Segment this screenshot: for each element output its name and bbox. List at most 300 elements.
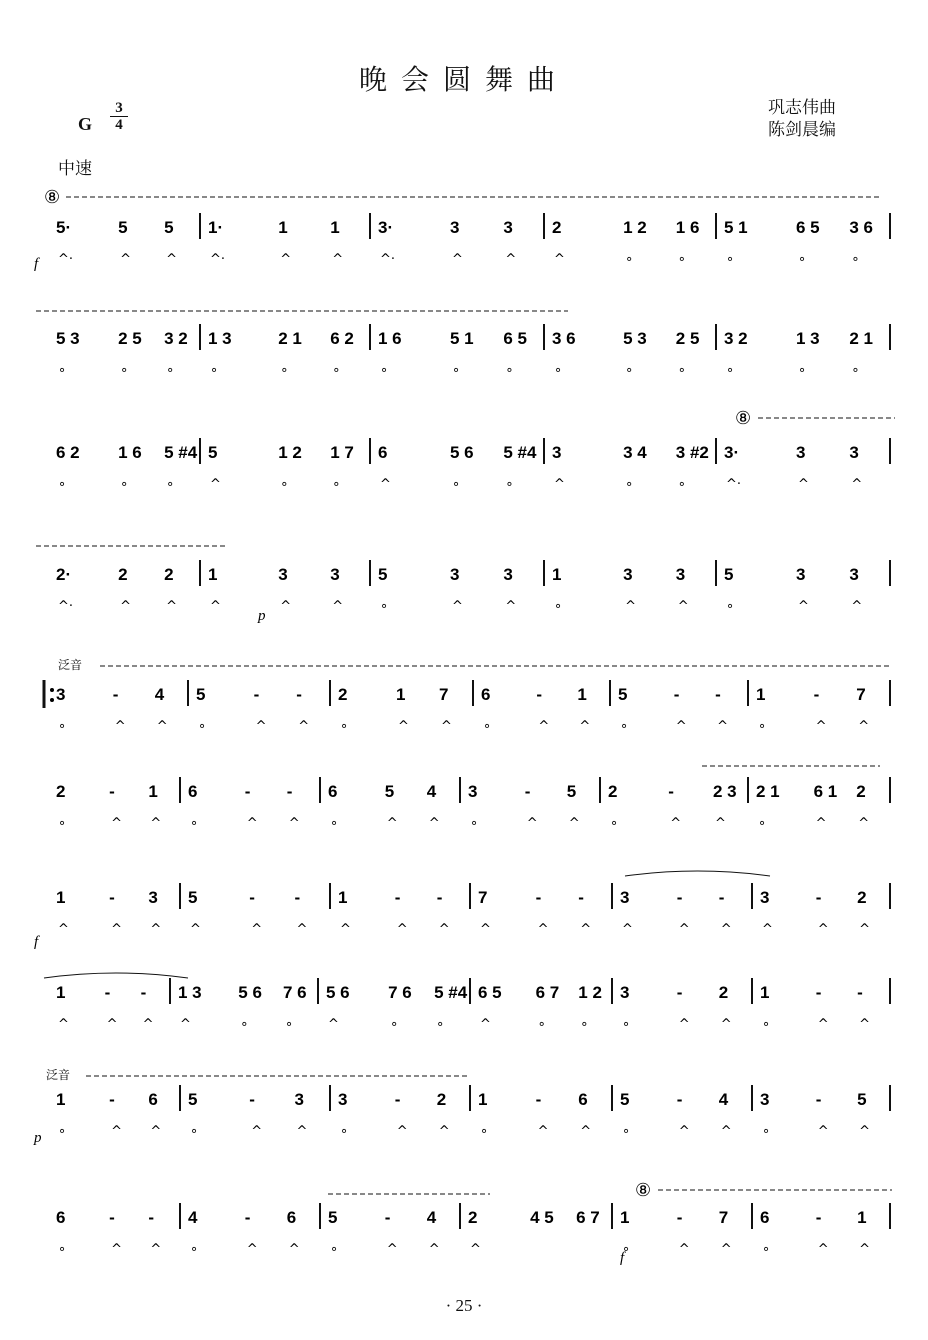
note: 4 <box>718 1090 729 1109</box>
note: 5 1 <box>450 329 474 348</box>
note: 5 <box>328 1208 338 1227</box>
note: 3· <box>378 218 394 237</box>
articulation-mark: ∘ <box>190 1124 199 1139</box>
note: - <box>815 1208 822 1227</box>
articulation-mark: ^ <box>111 1242 123 1257</box>
note: 1 7 <box>330 443 354 462</box>
note: 5 <box>188 888 198 907</box>
articulation-mark: ^ <box>580 922 592 937</box>
articulation-mark: ∘ <box>505 477 514 492</box>
note: 3 <box>294 1090 305 1109</box>
note: 1· <box>208 218 224 237</box>
articulation-mark: ^ <box>720 1242 732 1257</box>
articulation-mark: ^ <box>386 1242 398 1257</box>
articulation-mark: ∘ <box>380 363 389 378</box>
articulation-mark: ^ <box>858 816 870 831</box>
note: 3 <box>760 1090 770 1109</box>
dynamic-forte: f <box>34 934 39 950</box>
song-title: 晚会圆舞曲 <box>358 63 569 96</box>
note: - <box>815 1090 822 1109</box>
note: 1 <box>208 565 218 584</box>
articulation-mark: ∘ <box>677 252 686 267</box>
note: 3 <box>56 685 66 704</box>
note: - <box>715 685 721 704</box>
articulation-mark: ∘ <box>120 477 129 492</box>
articulation-mark: ^ <box>714 816 726 831</box>
note: 6 <box>188 782 198 801</box>
note: 1 <box>478 1090 488 1109</box>
articulation-mark: ^ <box>166 599 178 614</box>
articulation-mark: ∘ <box>330 1242 339 1257</box>
articulation-mark: ^ <box>111 922 123 937</box>
articulation-mark: ^ <box>859 1017 871 1032</box>
articulation-mark: ^ <box>288 816 300 831</box>
articulation-mark: ^ <box>470 1242 481 1257</box>
note: 4 <box>154 685 165 704</box>
dynamic-forte: f <box>34 256 39 272</box>
articulation-mark: ∘ <box>851 252 860 267</box>
articulation-mark: ∘ <box>210 363 219 378</box>
articulation-mark: ∘ <box>58 1124 67 1139</box>
articulation-mark: ^ <box>678 1017 690 1032</box>
note: 3 6 <box>552 329 576 348</box>
note: 5 3 <box>623 329 647 348</box>
articulation-mark: ∘ <box>58 816 67 831</box>
articulation-mark: ^ <box>210 477 221 492</box>
note: - <box>294 888 301 907</box>
note: 1 2 <box>578 983 602 1002</box>
articulation-mark: ∘ <box>190 816 199 831</box>
articulation-mark: ∘ <box>58 363 67 378</box>
note: - <box>394 888 401 907</box>
articulation-mark: ^· <box>210 252 226 267</box>
note: 3 2 <box>164 329 188 348</box>
articulation-mark: ^ <box>396 1124 408 1139</box>
articulation-mark: ∘ <box>436 1017 445 1032</box>
note: 6 <box>328 782 338 801</box>
articulation-mark: ^ <box>255 719 267 734</box>
tie-slur <box>44 973 188 978</box>
articulation-mark: ^ <box>505 252 517 267</box>
note: 5 <box>378 565 388 584</box>
note: 2 <box>552 218 562 237</box>
note: - <box>676 888 683 907</box>
note: 5 <box>196 685 206 704</box>
articulation-mark: ∘ <box>622 1242 631 1257</box>
articulation-mark: ∘ <box>580 1017 589 1032</box>
articulation-mark: ∘ <box>554 599 563 614</box>
articulation-mark: ^ <box>156 719 168 734</box>
articulation-mark: ^ <box>380 477 391 492</box>
articulation-mark: ∘ <box>390 1017 399 1032</box>
articulation-mark: ^ <box>859 1124 871 1139</box>
note: 1 <box>760 983 770 1002</box>
note: 1 <box>577 685 587 704</box>
note: 7 <box>718 1208 729 1227</box>
note: 3 <box>849 443 859 462</box>
articulation-mark: ∘ <box>851 363 860 378</box>
note: 2 <box>857 888 867 907</box>
note: 5 <box>188 1090 198 1109</box>
articulation-mark: ^ <box>798 599 809 614</box>
note: 6 5 <box>503 329 527 348</box>
note: 1 <box>857 1208 867 1227</box>
articulation-mark: ^ <box>120 252 132 267</box>
note: 2 <box>468 1208 478 1227</box>
note: 1 2 <box>278 443 302 462</box>
note: 6 7 <box>535 983 560 1002</box>
note: - <box>384 1208 391 1227</box>
time-signature-bottom: 4 <box>110 116 128 133</box>
articulation-mark: ^ <box>538 719 550 734</box>
note: 3 #2 <box>675 443 709 462</box>
note: - <box>253 685 260 704</box>
note: - <box>249 1090 255 1109</box>
note: 2 <box>118 565 128 584</box>
page-number: · 25 · <box>445 1296 483 1315</box>
note: 5 1 <box>724 218 748 237</box>
note: 4 <box>188 1208 198 1227</box>
articulation-mark: ^ <box>210 599 221 614</box>
note: 3 4 <box>623 443 647 462</box>
ottava-mark: ⑧ <box>635 1180 652 1201</box>
note: - <box>296 685 302 704</box>
articulation-mark: ∘ <box>470 816 479 831</box>
articulation-mark: ^ <box>625 599 637 614</box>
articulation-mark: ^ <box>480 1017 491 1032</box>
note: 6 2 <box>56 443 80 462</box>
articulation-mark: ^ <box>111 816 123 831</box>
articulation-mark: ^ <box>580 1124 592 1139</box>
note: 5· <box>56 218 72 237</box>
articulation-mark: ∘ <box>120 363 129 378</box>
articulation-mark: ∘ <box>622 1124 631 1139</box>
articulation-mark: ^ <box>166 252 178 267</box>
note: 2 1 <box>849 329 873 348</box>
note: - <box>813 685 820 704</box>
note: 2 <box>164 565 174 584</box>
note: 5 <box>618 685 628 704</box>
note: 1 3 <box>796 329 820 348</box>
note: - <box>436 888 443 907</box>
note: 3 <box>503 218 513 237</box>
articulation-mark: ∘ <box>554 363 563 378</box>
articulation-mark: ^ <box>817 1124 829 1139</box>
articulation-mark: ^ <box>670 816 682 831</box>
articulation-mark: ^ <box>396 922 408 937</box>
note: 3 <box>620 888 630 907</box>
note: 5 #4 <box>164 443 198 462</box>
articulation-mark: ∘ <box>677 477 686 492</box>
articulation-mark: ∘ <box>625 477 634 492</box>
articulation-mark: ∘ <box>58 477 67 492</box>
articulation-mark: ^· <box>726 477 742 492</box>
note: 4 5 <box>530 1208 554 1227</box>
note: - <box>249 888 255 907</box>
note: 1 <box>56 888 66 907</box>
note: - <box>676 1090 683 1109</box>
articulation-mark: ∘ <box>190 1242 199 1257</box>
articulation-mark: ^ <box>120 599 132 614</box>
note: - <box>394 1090 401 1109</box>
articulation-mark: ^ <box>280 599 292 614</box>
note: 5 <box>620 1090 630 1109</box>
articulation-mark: ∘ <box>166 363 175 378</box>
note: 1 <box>148 782 158 801</box>
note: 1 3 <box>208 329 232 348</box>
note: 1 <box>552 565 562 584</box>
articulation-mark: ^ <box>568 816 580 831</box>
articulation-mark: ^ <box>150 816 162 831</box>
articulation-mark: ^ <box>251 922 263 937</box>
articulation-mark: ∘ <box>625 252 634 267</box>
articulation-mark: ∘ <box>758 816 767 831</box>
note: 3 <box>623 565 633 584</box>
note: 7 6 <box>388 983 412 1002</box>
articulation-mark: ^ <box>720 922 732 937</box>
note: 6 <box>481 685 491 704</box>
articulation-mark: ^ <box>280 252 292 267</box>
articulation-mark: ∘ <box>620 719 629 734</box>
note: 7 <box>439 685 449 704</box>
articulation-mark: ∘ <box>762 1242 771 1257</box>
articulation-mark: ^ <box>526 816 538 831</box>
time-signature-top: 3 <box>115 100 123 116</box>
note: 5 6 <box>326 983 350 1002</box>
articulation-mark: ^ <box>480 922 491 937</box>
articulation-mark: ∘ <box>240 1017 249 1032</box>
note: - <box>857 983 863 1002</box>
note: 3 <box>796 565 806 584</box>
note: 3 <box>760 888 770 907</box>
articulation-mark: ^ <box>717 719 729 734</box>
articulation-mark: ^ <box>58 1017 69 1032</box>
note: - <box>244 1208 251 1227</box>
articulation-mark: ^ <box>142 1017 154 1032</box>
articulation-mark: ^ <box>114 719 126 734</box>
articulation-mark: ^ <box>678 922 690 937</box>
articulation-mark: ^ <box>720 1017 732 1032</box>
articulation-mark: ^ <box>398 719 409 734</box>
note: 1 2 <box>623 218 647 237</box>
harmonic-label: 泛音 <box>58 658 83 672</box>
note: 1 6 <box>675 218 700 237</box>
arranger-credit: 陈剑晨编 <box>768 120 836 140</box>
articulation-mark: ∘ <box>198 719 207 734</box>
note: - <box>109 782 115 801</box>
repeat-dot <box>50 698 54 702</box>
note: 2 5 <box>675 329 700 348</box>
composer-credit: 巩志伟曲 <box>768 98 836 118</box>
note: - <box>112 685 119 704</box>
note: 5 3 <box>56 329 80 348</box>
articulation-mark: ^ <box>428 816 440 831</box>
articulation-mark: ∘ <box>480 1124 489 1139</box>
articulation-mark: ^ <box>288 1242 300 1257</box>
note: 3 <box>330 565 340 584</box>
articulation-mark: ^ <box>106 1017 118 1032</box>
articulation-mark: ∘ <box>726 599 735 614</box>
ottava-mark: ⑧ <box>735 408 752 429</box>
articulation-mark: ∘ <box>677 363 686 378</box>
note: 5 #4 <box>434 983 468 1002</box>
note: 7 6 <box>282 983 307 1002</box>
articulation-mark: ^ <box>677 599 689 614</box>
note: 1 <box>338 888 348 907</box>
articulation-mark: ^ <box>428 1242 440 1257</box>
note: 2 5 <box>118 329 142 348</box>
articulation-mark: ^ <box>296 922 308 937</box>
articulation-mark: ^ <box>851 599 863 614</box>
articulation-mark: ^ <box>622 922 633 937</box>
note: 3· <box>724 443 740 462</box>
dynamic-piano: p <box>258 608 266 624</box>
articulation-mark: ^ <box>180 1017 191 1032</box>
note: - <box>140 983 147 1002</box>
articulation-mark: ^ <box>386 816 398 831</box>
note: 1 <box>330 218 340 237</box>
articulation-mark: ∘ <box>330 816 339 831</box>
articulation-mark: ^ <box>505 599 517 614</box>
articulation-mark: ^ <box>720 1124 732 1139</box>
articulation-mark: ∘ <box>726 363 735 378</box>
note: - <box>578 888 584 907</box>
articulation-mark: ∘ <box>332 363 341 378</box>
articulation-mark: ^ <box>150 1124 162 1139</box>
note: 1 <box>56 983 66 1002</box>
note: 4 <box>426 1208 437 1227</box>
note: 2 <box>856 782 866 801</box>
note: 3 <box>278 565 288 584</box>
note: - <box>524 782 531 801</box>
articulation-mark: ^ <box>332 252 344 267</box>
tempo-marking: 中速 <box>58 159 92 179</box>
note: 5 #4 <box>503 443 537 462</box>
note: 3 <box>468 782 478 801</box>
tie-slur <box>625 871 770 876</box>
articulation-mark: ∘ <box>452 363 461 378</box>
note: 5 <box>566 782 577 801</box>
note: 2 <box>718 983 729 1002</box>
articulation-mark: ∘ <box>340 719 349 734</box>
note: - <box>718 888 725 907</box>
articulation-mark: ∘ <box>505 363 514 378</box>
note: 2 <box>608 782 618 801</box>
note: 3 <box>849 565 859 584</box>
note: 3 <box>620 983 630 1002</box>
articulation-mark: ^ <box>452 599 463 614</box>
articulation-mark: ^ <box>858 719 870 734</box>
articulation-mark: ∘ <box>625 363 634 378</box>
note: 2 <box>436 1090 447 1109</box>
articulation-mark: ∘ <box>284 1017 294 1032</box>
note: 3 <box>450 218 460 237</box>
note: 2 <box>56 782 66 801</box>
note: - <box>286 782 293 801</box>
articulation-mark: ^ <box>817 922 829 937</box>
note: 6 <box>56 1208 66 1227</box>
note: 5 <box>724 565 734 584</box>
note: 2 1 <box>756 782 780 801</box>
repeat-dot <box>50 688 54 692</box>
note: 1 <box>56 1090 66 1109</box>
articulation-mark: ^ <box>817 1017 829 1032</box>
note: 3 <box>796 443 806 462</box>
articulation-mark: ∘ <box>332 477 341 492</box>
note: 5 <box>208 443 218 462</box>
note: 6 5 <box>478 983 502 1002</box>
articulation-mark: ∘ <box>58 719 67 734</box>
articulation-mark: ^ <box>815 816 827 831</box>
articulation-mark: ^ <box>859 1242 871 1257</box>
note: - <box>535 1090 542 1109</box>
note: - <box>109 1090 115 1109</box>
note: 5 <box>164 218 174 237</box>
articulation-mark: ^ <box>438 1124 450 1139</box>
note: - <box>536 685 543 704</box>
articulation-mark: ^ <box>554 252 565 267</box>
articulation-mark: ∘ <box>762 1124 771 1139</box>
note: 1 6 <box>118 443 142 462</box>
note: - <box>676 1208 683 1227</box>
note: - <box>673 685 680 704</box>
articulation-mark: ^ <box>296 1124 308 1139</box>
articulation-mark: ^ <box>441 719 452 734</box>
note: 3 <box>552 443 562 462</box>
note: 1 3 <box>178 983 202 1002</box>
note: - <box>535 888 542 907</box>
note: - <box>104 983 111 1002</box>
articulation-mark: ∘ <box>798 363 807 378</box>
articulation-mark: ^ <box>246 1242 258 1257</box>
harmonic-label: 泛音 <box>46 1068 71 1082</box>
note: 1 <box>756 685 766 704</box>
articulation-mark: ∘ <box>798 252 807 267</box>
articulation-mark: ^· <box>58 252 74 267</box>
note: 3 <box>338 1090 348 1109</box>
articulation-mark: ∘ <box>452 477 461 492</box>
note: 3 <box>503 565 513 584</box>
articulation-mark: ^ <box>859 922 871 937</box>
note: 3 <box>148 888 158 907</box>
articulation-mark: ^· <box>380 252 396 267</box>
note: - <box>148 1208 155 1227</box>
note: - <box>668 782 674 801</box>
articulation-mark: ^ <box>111 1124 123 1139</box>
note: 6 <box>760 1208 770 1227</box>
articulation-mark: ^ <box>340 922 351 937</box>
articulation-mark: ^ <box>332 599 344 614</box>
articulation-mark: ^ <box>554 477 565 492</box>
note: 1 6 <box>378 329 402 348</box>
articulation-mark: ∘ <box>483 719 492 734</box>
note: - <box>676 983 683 1002</box>
note: 2· <box>56 565 72 584</box>
articulation-mark: ∘ <box>758 719 767 734</box>
articulation-mark: ^ <box>678 1124 690 1139</box>
dynamic-forte: f <box>620 1250 625 1266</box>
articulation-mark: ^ <box>537 922 549 937</box>
articulation-mark: ^ <box>817 1242 829 1257</box>
articulation-mark: ^ <box>675 719 687 734</box>
note: 1 <box>278 218 288 237</box>
note: 5 <box>857 1090 867 1109</box>
articulation-mark: ∘ <box>280 477 289 492</box>
articulation-mark: ∘ <box>610 816 619 831</box>
articulation-mark: ^ <box>150 1242 162 1257</box>
ottava-mark: ⑧ <box>44 187 61 208</box>
articulation-mark: ∘ <box>280 363 289 378</box>
